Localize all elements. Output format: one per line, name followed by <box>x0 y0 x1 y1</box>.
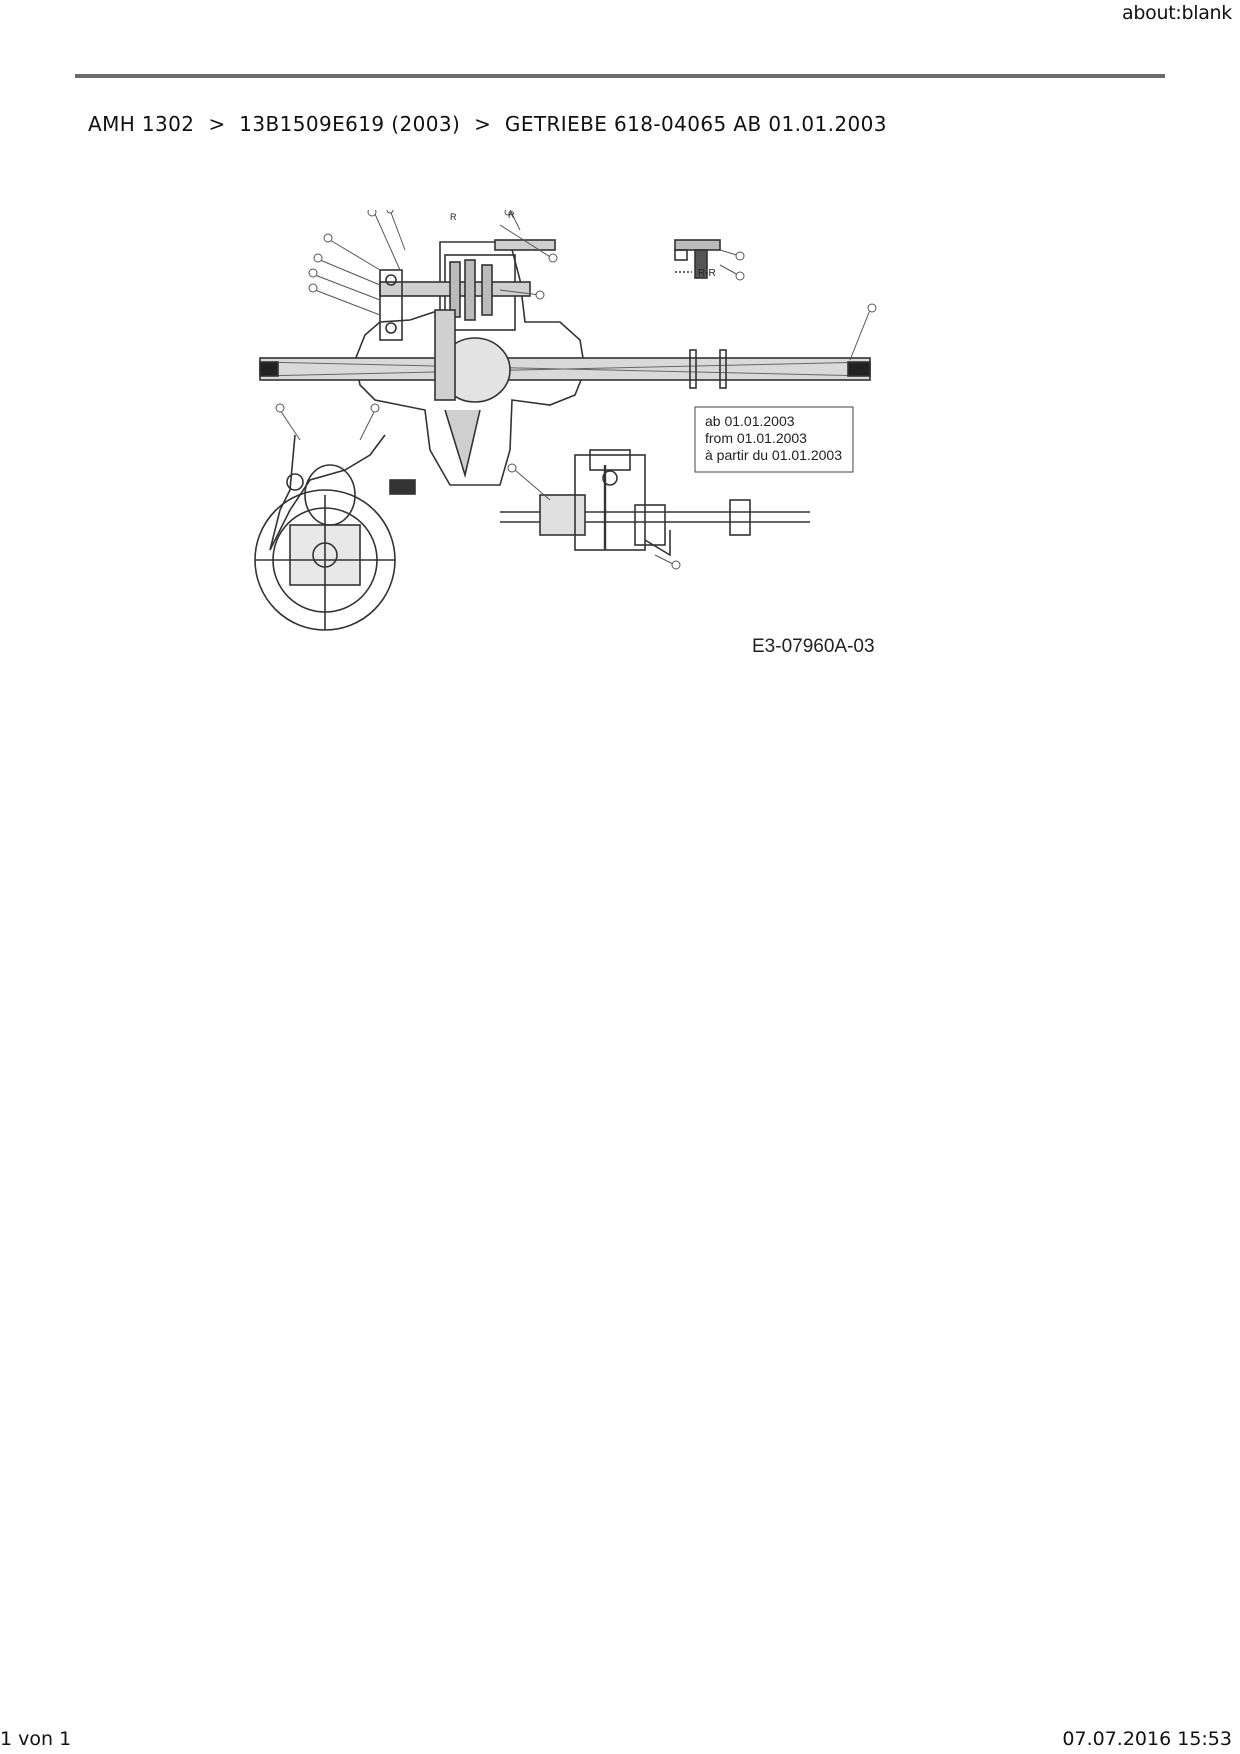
breadcrumb <box>88 112 887 136</box>
transmission-drawing <box>250 210 990 745</box>
breadcrumb-section: GETRIEBE 618-04065 AB 01.01.2003 <box>504 112 887 136</box>
validity-note-line1: ab 01.01.2003 <box>705 413 795 429</box>
breadcrumb-separator: > <box>474 112 491 136</box>
browser-url: about:blank <box>1122 2 1232 24</box>
print-timestamp: 07.07.2016 15:53 <box>1062 1728 1232 1750</box>
section-marker-2: R <box>508 210 515 220</box>
breadcrumb-model[interactable]: AMH 1302 <box>88 112 195 136</box>
section-marker-1: R <box>450 212 457 222</box>
breadcrumb-variant[interactable]: 13B1509E619 (2003) <box>239 112 461 136</box>
page-indicator: 1 von 1 <box>0 1728 72 1750</box>
validity-note-line2: from 01.01.2003 <box>705 430 807 446</box>
validity-note-line3: à partir du 01.01.2003 <box>705 447 842 463</box>
header-divider <box>75 74 1165 78</box>
exploded-parts-diagram <box>250 210 990 745</box>
section-view-label: R-R <box>698 268 716 279</box>
breadcrumb-separator: > <box>208 112 226 136</box>
drawing-code: E3-07960A-03 <box>752 636 875 657</box>
